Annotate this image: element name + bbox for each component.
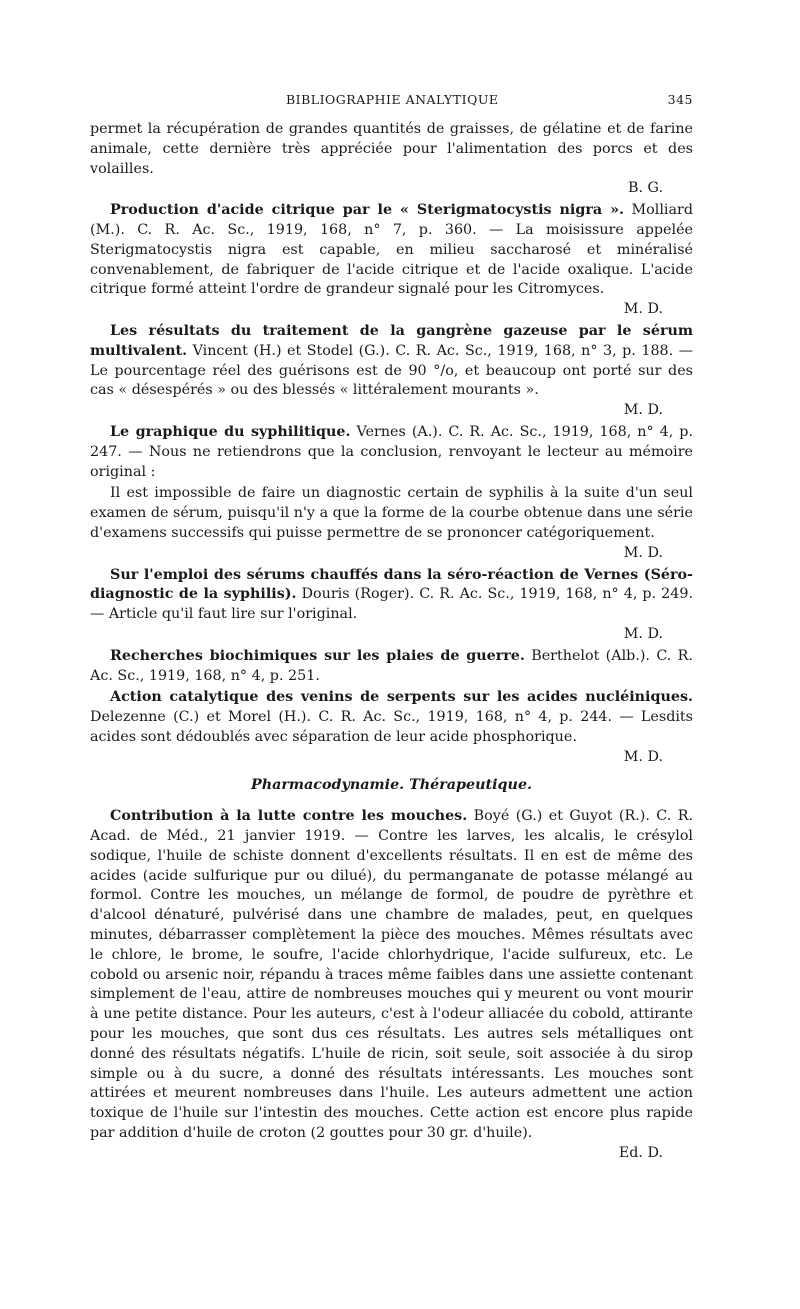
header-title: BIBLIOGRAPHIE ANALYTIQUE — [286, 92, 499, 107]
entry-title: Le graphique du syphilitique. — [110, 423, 351, 440]
running-header — [90, 92, 693, 112]
entry-0 — [90, 201, 693, 320]
entry-signature: M. D. — [623, 544, 663, 561]
entry-title: Recherches biochimiques sur les plaies de guerre. — [110, 647, 525, 664]
entry-text: Delezenne (C.) et Morel (H.). C. R. Ac. Sc., 1919, 168, n° 4, p. 244. — Lesdits acides sont dédoublés avec séparation de leur acide phosphorique. — [90, 709, 693, 745]
entry-text: Vernes (A.). C. R. Ac. Sc., 1919, 168, n° 4, p. 247. — Nous ne retiendrons que la conclusion, renvoyant le lecteur au mémoire original : — [90, 423, 693, 480]
entry-4 — [90, 647, 693, 687]
page-body — [90, 120, 693, 1166]
section-title: Pharmacodynamie. Thérapeutique. — [250, 776, 533, 793]
entry-text: Vincent (H.) et Stodel (G.). C. R. Ac. Sc., 1919, 168, n° 3, p. 188. — Le pourcentage réel des guérisons est de 90 °/o, et beaucoup ont porté sur des cas « désespérés » ou des blessés « littéralement mourants ». — [90, 342, 693, 399]
entry-text: Berthelot (Alb.). C. R. Ac. Sc., 1919, 168, n° 4, p. 251. — [90, 647, 693, 684]
entry-signature: M. D. — [623, 301, 663, 318]
entry-signature: M. D. — [623, 748, 663, 765]
entry-2-quote — [90, 484, 693, 563]
last-entry — [90, 807, 693, 1163]
entry-signature: M. D. — [623, 402, 663, 419]
intro-signature: B. G. — [627, 180, 663, 197]
entry-2 — [90, 423, 693, 482]
entry-signature: M. D. — [623, 625, 663, 642]
entry-5 — [90, 688, 693, 767]
entry-signature: Ed. D. — [618, 1144, 663, 1161]
entry-quote: Il est impossible de faire un diagnostic certain de syphilis à la suite d'un seul examen de sérum, puisqu'il n'y a que la forme de la courbe obtenue dans une série d'examens successifs qui puisse permettre de se prononcer catégoriquement. — [90, 485, 693, 541]
entry-text: Boyé (G.) et Guyot (R.). C. R. Acad. de Méd., 21 janvier 1919. — Contre les larves, les alcalis, le crésylol sodique, l'huile de schiste donnent d'excellents résultats. Il en est de même des acides (acide sulfurique pur ou dilué), du permanganate de potasse mélangé au formol. Contre les mouches, un mélange de formol, de poudre de pyrèthre et d'alcool dénaturé, pulvérisé dans une chambre de malades, peut, en quelques minutes, débarrasser complètement la pièce des mouches. Mêmes résultats avec le chlore, le brome, le soufre, l'acide chlorhydrique, l'acide sulfureux, etc. Le cobold ou arsenic noir, répandu à traces même faibles dans une assiette contenant simplement de l'eau, attire de nombreuses mouches qui y meurent ou vont mourir à une petite distance. Pour les auteurs, c'est à l'odeur alliacée du cobold, attirante pour les mouches, que sont dus ces résultats. Les autres sels métalliques ont donné des résultats négatifs. L'huile de ricin, soit seule, soit associée à du sirop simple ou à du sucre, a donné des résultats intéressants. Les mouches sont attirées et meurent nombreuses dans l'huile. Les auteurs admettent une action toxique de l'huile sur l'intestin des mouches. Cette action est encore plus rapide par addition d'huile de croton (2 gouttes pour 30 gr. d'huile). — [90, 808, 694, 1142]
entry-title: Sur l'emploi des sérums chauffés dans la séro-réaction de Vernes (Séro-diagnostic de la syphilis). — [90, 566, 693, 603]
entry-title: Production d'acide citrique par le « Sterigmatocystis nigra ». — [110, 202, 624, 219]
entry-title: Les résultats du traitement de la gangrène gazeuse par le sérum multivalent. — [90, 322, 693, 359]
page-number: 345 — [667, 92, 693, 107]
intro-paragraph — [90, 120, 693, 199]
entry-title: Action catalytique des venins de serpents sur les acides nucléiniques. — [110, 689, 693, 706]
entry-title: Contribution à la lutte contre les mouches. — [110, 808, 468, 825]
entry-1 — [90, 322, 693, 421]
entry-3 — [90, 566, 693, 645]
intro-text: permet la récupération de grandes quantités de graisses, de gélatine et de farine animale, cette dernière très appréciée pour l'alimentation des porcs et des volailles. — [90, 121, 693, 177]
entry-text: Douris (Roger). C. R. Ac. Sc., 1919, 168, n° 4, p. 249. — Article qu'il faut lire sur l'original. — [90, 586, 693, 623]
entry-text: Molliard (M.). C. R. Ac. Sc., 1919, 168, n° 7, p. 360. — La moisissure appelée Sterigmatocystis nigra est capable, en milieu saccharosé et minéralisé convenablement, de fabriquer de l'acide citrique et de l'acide oxalique. L'acide citrique formé atteint l'ordre de grandeur signalé pour les Citromyces. — [90, 202, 693, 298]
